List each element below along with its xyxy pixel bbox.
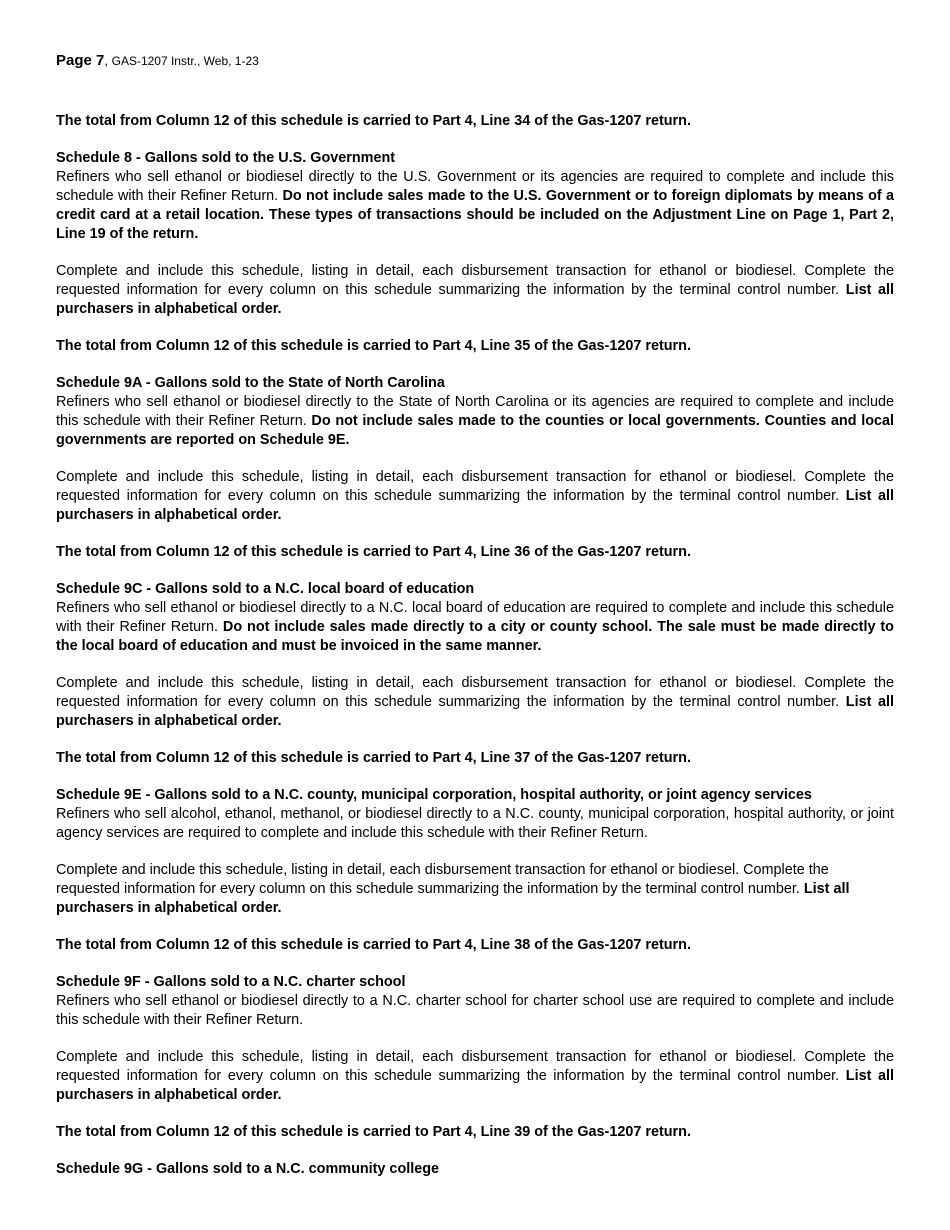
schedule-9e-intro: Refiners who sell alcohol, ethanol, methanol, or biodiesel directly to a N.C. county, municipal corporation, hospital authority, or joint agency services are required to complete and include this schedule with their Refiner Return. [56,806,894,841]
total-line-36: The total from Column 12 of this schedule is carried to Part 4, Line 36 of the Gas-1207 return. [56,544,691,560]
schedule-9f-section [56,973,894,1105]
schedule-9e-instructions: Complete and include this schedule, listing in detail, each disbursement transaction for ethanol or biodiesel. Complete the requested information for every column on this schedule summarizing the information by the terminal control number. List all purchasers in alphabetical order. [56,862,850,916]
header-separator: , [104,53,112,68]
schedule-9a-intro: Refiners who sell ethanol or biodiesel directly to the State of North Carolina or its agencies are required to complete and include this schedule with their Refiner Return. Do not include sales made to the counties or local governments. Counties and local governments are reported on Schedule 9E. [56,394,894,448]
page-header [56,52,894,70]
schedule-9e-title: Schedule 9E - Gallons sold to a N.C. county, municipal corporation, hospital authority, or joint agency services [56,787,812,803]
document-reference: GAS-1207 Instr., Web, 1-23 [111,54,259,68]
schedule-9f-instructions: Complete and include this schedule, listing in detail, each disbursement transaction for ethanol or biodiesel. Complete the requested information for every column on this schedule summarizing the information by the terminal control number. List all purchasers in alphabetical order. [56,1049,894,1103]
total-line-37: The total from Column 12 of this schedule is carried to Part 4, Line 37 of the Gas-1207 return. [56,750,691,766]
schedule-9e-section [56,786,894,918]
schedule-9a-instructions: Complete and include this schedule, listing in detail, each disbursement transaction for ethanol or biodiesel. Complete the requested information for every column on this schedule summarizing the information by the terminal control number. List all purchasers in alphabetical order. [56,469,894,523]
total-line-39: The total from Column 12 of this schedule is carried to Part 4, Line 39 of the Gas-1207 return. [56,1124,691,1140]
schedule-8-section [56,149,894,319]
schedule-8-title: Schedule 8 - Gallons sold to the U.S. Government [56,150,396,166]
schedule-8-instructions: Complete and include this schedule, listing in detail, each disbursement transaction for ethanol or biodiesel. Complete the requested information for every column on this schedule summarizing the information by the terminal control number. List all purchasers in alphabetical order. [56,263,894,317]
page-number: Page 7 [56,52,105,69]
document-page [56,52,894,1179]
schedule-9c-title: Schedule 9C - Gallons sold to a N.C. local board of education [56,581,475,597]
schedule-9c-intro: Refiners who sell ethanol or biodiesel directly to a N.C. local board of education are required to complete and include this schedule with their Refiner Return. Do not include sales made directly to a city or county school. The sale must be made directly to the local board of education and must be invoiced in the same manner. [56,600,894,654]
schedule-9c-instructions: Complete and include this schedule, listing in detail, each disbursement transaction for ethanol or biodiesel. Complete the requested information for every column on this schedule summarizing the information by the terminal control number. List all purchasers in alphabetical order. [56,675,894,729]
schedule-9c-section [56,580,894,731]
schedule-9g-title: Schedule 9G - Gallons sold to a N.C. community college [56,1161,440,1177]
schedule-8-intro: Refiners who sell ethanol or biodiesel directly to the U.S. Government or its agencies are required to complete and include this schedule with their Refiner Return. Do not include sales made to the U.S. Government or to foreign diplomats by means of a credit card at a retail location. These types of transactions should be included on the Adjustment Line on Page 1, Part 2, Line 19 of the return. [56,169,894,242]
schedule-9f-title: Schedule 9F - Gallons sold to a N.C. charter school [56,974,406,990]
total-line-38: The total from Column 12 of this schedule is carried to Part 4, Line 38 of the Gas-1207 return. [56,937,691,953]
schedule-9a-title: Schedule 9A - Gallons sold to the State of North Carolina [56,375,445,391]
total-line-35: The total from Column 12 of this schedule is carried to Part 4, Line 35 of the Gas-1207 return. [56,338,691,354]
schedule-9a-section [56,374,894,525]
schedule-9f-intro: Refiners who sell ethanol or biodiesel directly to a N.C. charter school for charter school use are required to complete and include this schedule with their Refiner Return. [56,993,894,1028]
total-line-34: The total from Column 12 of this schedule is carried to Part 4, Line 34 of the Gas-1207 return. [56,113,691,129]
